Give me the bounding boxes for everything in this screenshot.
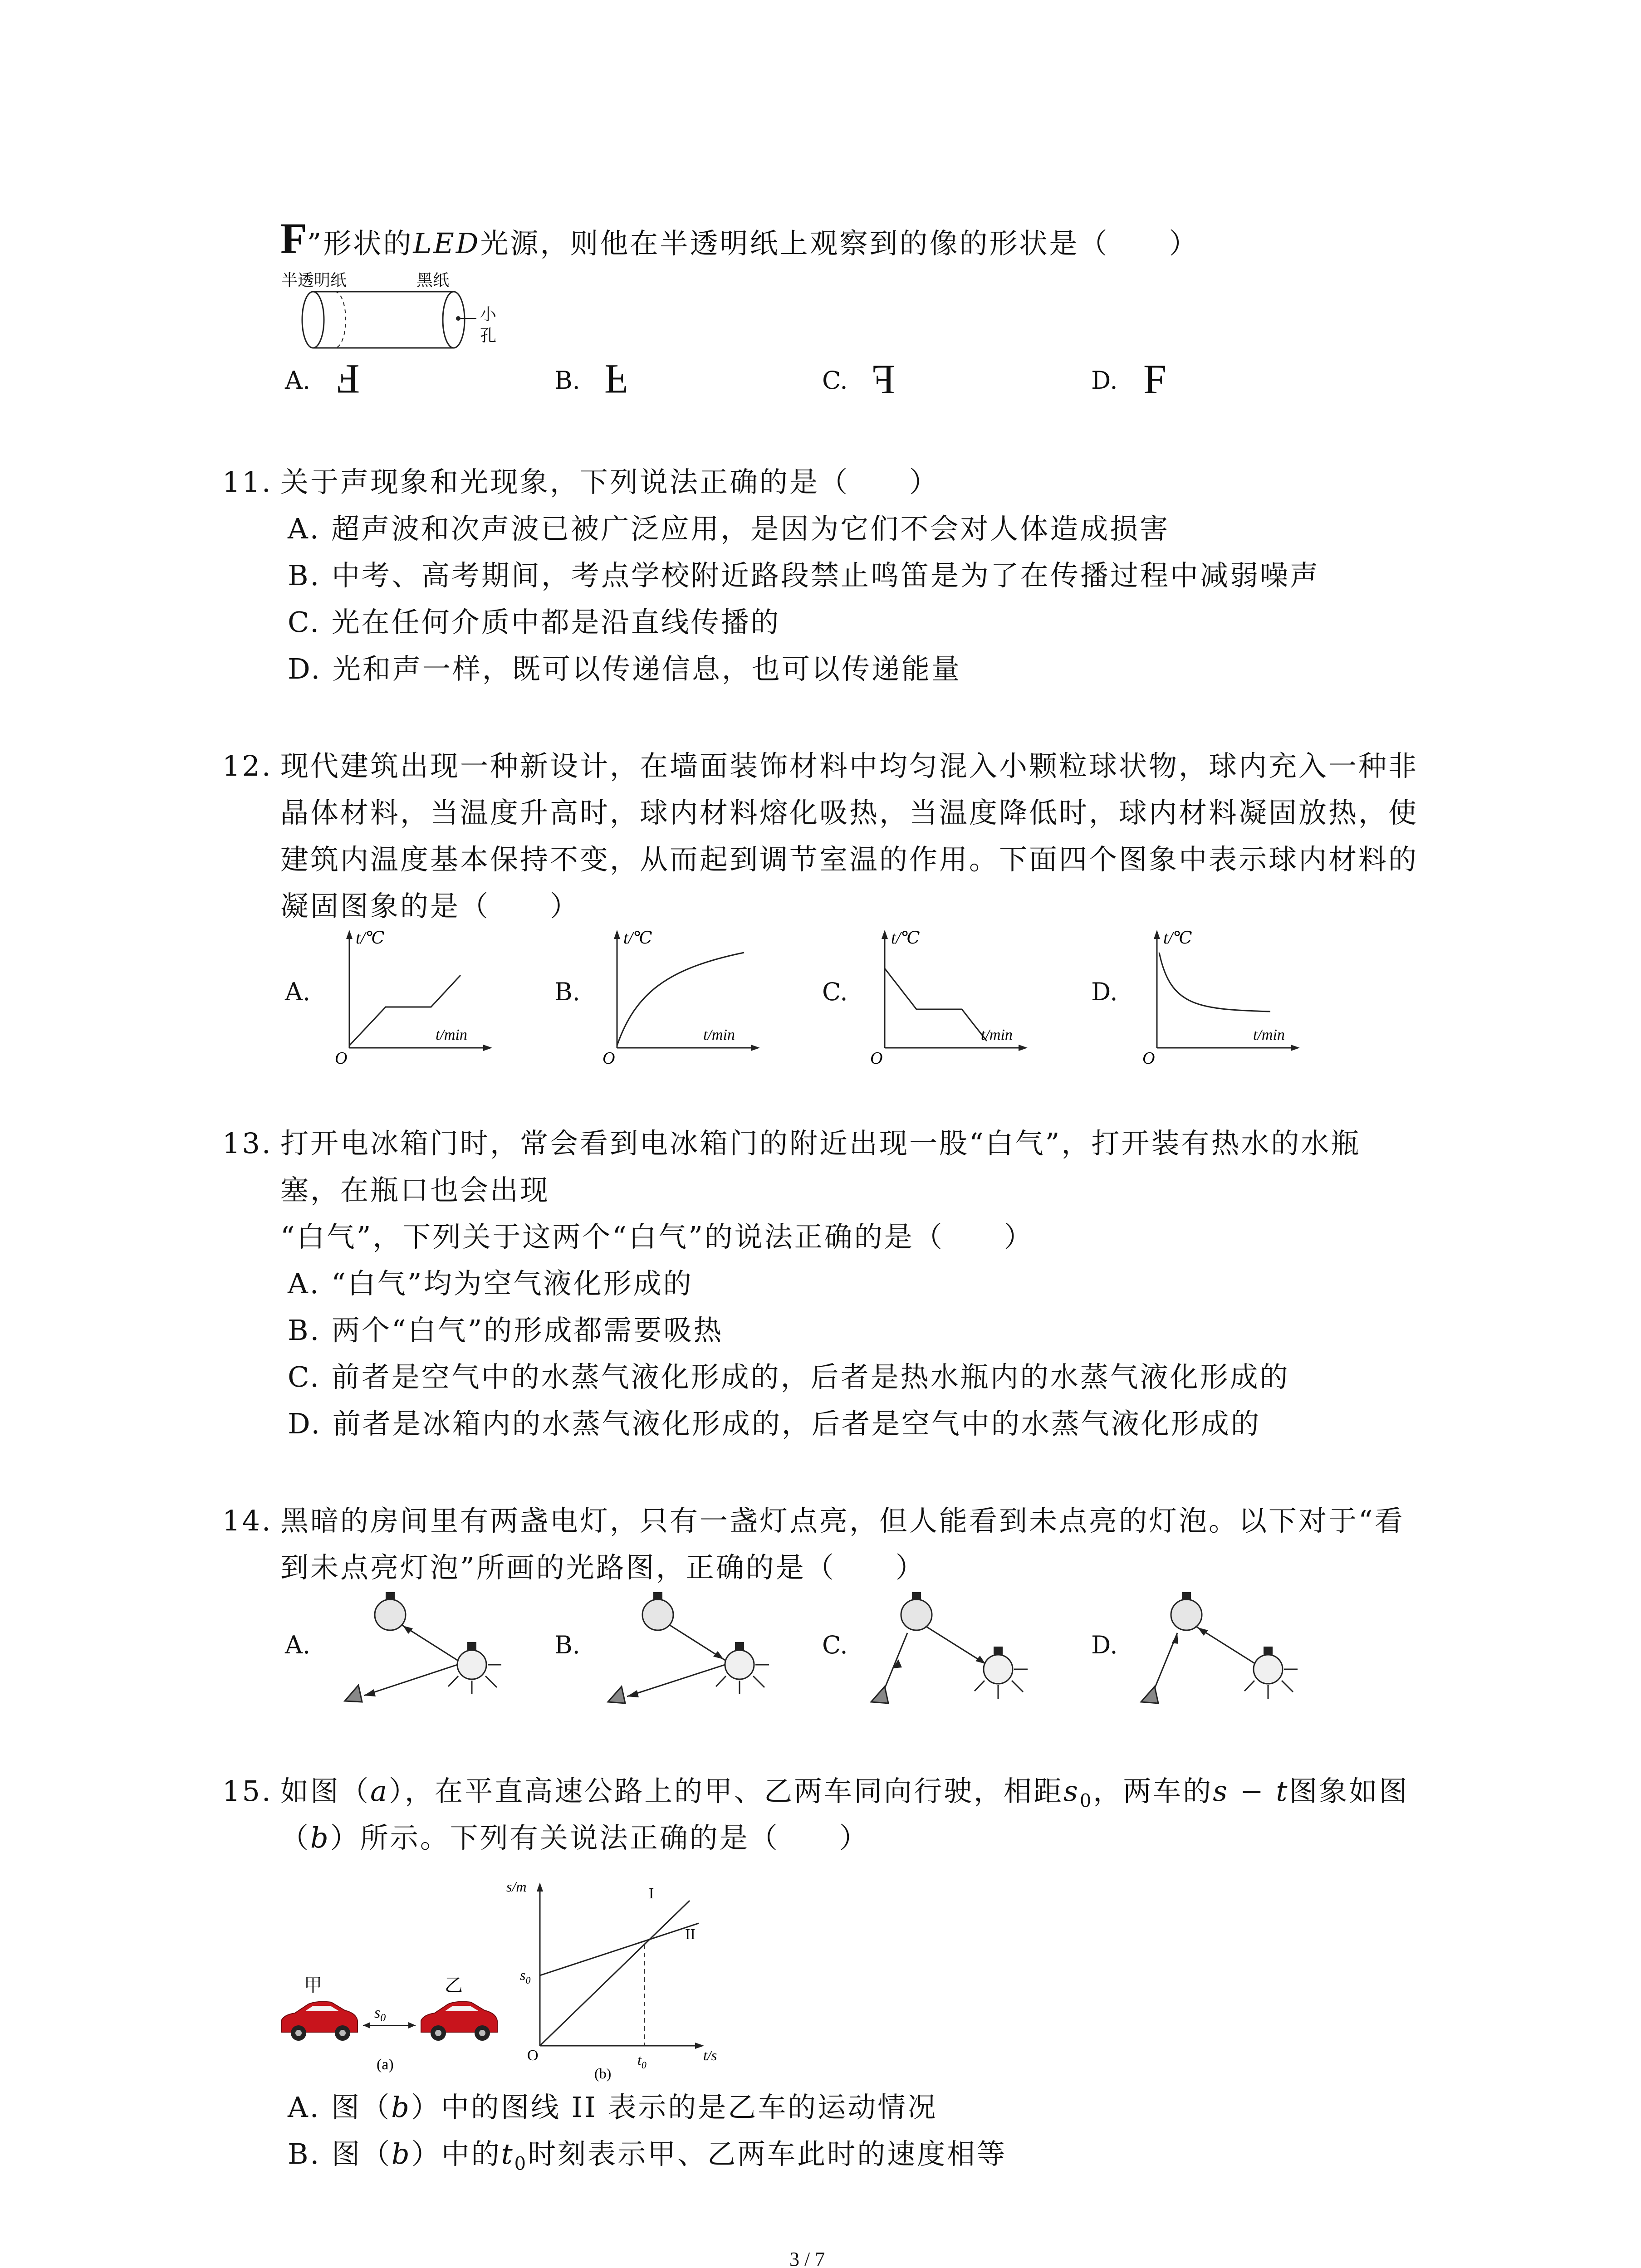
q15-stem-d: 图象如图	[1289, 1774, 1409, 1808]
page-number: 3 / 7	[789, 2248, 825, 2268]
eye-icon	[1141, 1686, 1158, 1703]
lit-bulb-icon	[716, 1642, 769, 1694]
q11-option-d: D. 光和声一样，既可以传递信息，也可以传递能量	[288, 652, 961, 685]
q10-label-hole-2: 孔	[480, 327, 497, 345]
q14-stem-line-1: 黑暗的房间里有两盏电灯，只有一盏灯点亮，但人能看到未点亮的灯泡。以下对于“看	[280, 1504, 1405, 1537]
q15-line2-b: ）所示。下列有关说法正确的是（ ）	[330, 1821, 869, 1854]
figure-a-caption: (a)	[377, 2056, 394, 2073]
unlit-bulb-icon	[1171, 1592, 1202, 1630]
eye-icon	[345, 1685, 362, 1702]
q15-figure-a	[277, 1964, 513, 2082]
figure-b-caption: (b)	[594, 2065, 612, 2082]
q13-stem-line-1: 打开电冰箱门时，常会看到电冰箱门的附近出现一股“白气”，打开装有热水的水瓶	[280, 1127, 1361, 1160]
q10-label-translucent: 半透明纸	[281, 271, 347, 290]
q12-stem-line-3: 建筑内温度基本保持不变，从而起到调节室温的作用。下面四个图象中表示球内材料的	[280, 843, 1419, 876]
q10-option-d-letter: D.	[1091, 366, 1118, 395]
q12-number: 12.	[222, 749, 273, 782]
q15-opt-a-ital: b	[391, 2091, 411, 2124]
q12-stem-line-2: 晶体材料，当温度升高时，球内材料熔化吸热，当温度降低时，球内材料凝固放热，使	[280, 796, 1419, 829]
q12-graph-a-y-label: t/℃	[356, 929, 385, 948]
q10-option-b-glyph: F	[604, 356, 628, 402]
q15-figure-b	[499, 1873, 735, 2082]
q12-graph-c-origin: O	[870, 1049, 883, 1066]
q11-option-b: B. 中考、高考期间，考点学校附近路段禁止鸣笛是为了在传播过程中减弱噪声	[288, 559, 1320, 592]
q12-graph-a-x-label: t/min	[436, 1026, 467, 1043]
origin-label: O	[527, 2047, 539, 2064]
q14-stem-line-2: 到未点亮灯泡”所画的光路图，正确的是（ ）	[280, 1551, 926, 1584]
q11-option-a: A. 超声波和次声波已被广泛应用，是因为它们不会对人体造成损害	[288, 512, 1170, 545]
q10-big-f: F	[280, 214, 307, 263]
q10-label-hole-1: 小	[480, 305, 497, 324]
q12-graph-c-y-label: t/℃	[891, 929, 920, 948]
t0-mark: $t_0$	[637, 2052, 647, 2071]
q12-graph-a-letter: A.	[285, 978, 311, 1006]
q15-stem-a: 如图（	[280, 1774, 371, 1808]
q12-graph-b-origin: O	[603, 1049, 615, 1066]
car-yi-label: 乙	[445, 1975, 463, 1995]
x-axis-label: t/s	[703, 2047, 717, 2063]
q10-cylinder-figure	[299, 286, 490, 363]
q12-stem-line-4: 凝固图象的是（ ）	[280, 890, 580, 923]
q13-option-a: A. “白气”均为空气液化形成的	[288, 1267, 693, 1300]
q12-graph-d-origin: O	[1142, 1049, 1155, 1066]
q15-st: s − t	[1213, 1774, 1289, 1808]
unlit-bulb-icon	[642, 1592, 673, 1630]
q15-opt-a-post: ）中的图线 II 表示的是乙车的运动情况	[411, 2091, 938, 2124]
q12-graph-d-x-label: t/min	[1253, 1026, 1285, 1043]
q15-opt-b-pre: B. 图（	[288, 2137, 392, 2170]
car-jia-label: 甲	[304, 1975, 322, 1995]
q14-option-d-letter: D.	[1091, 1631, 1118, 1659]
q12-graph-b-y-label: t/℃	[623, 929, 652, 948]
lit-bulb-icon	[448, 1642, 501, 1694]
eye-icon	[608, 1686, 625, 1703]
q14-option-d-diagram	[1132, 1583, 1313, 1710]
q10-option-a-glyph: F	[337, 356, 360, 402]
q15-opt-b-t: t	[501, 2137, 514, 2170]
q15-option-b	[288, 2137, 1007, 2175]
q15-line2-a: （	[280, 1821, 311, 1854]
q12-graph-b-letter: B.	[554, 978, 580, 1006]
q10-option-c-glyph: F	[872, 356, 896, 402]
q14-option-b-diagram	[594, 1583, 776, 1710]
q14-number: 14.	[222, 1504, 273, 1537]
q14-option-c-diagram	[862, 1583, 1043, 1710]
q15-option-a	[288, 2091, 938, 2124]
q15-stem-b: ），在平直高速公路上的甲、乙两车同向行驶，相距	[388, 1774, 1063, 1808]
q13-option-c: C. 前者是空气中的水蒸气液化形成的，后者是热水瓶内的水蒸气液化形成的	[288, 1360, 1290, 1393]
q14-option-a-diagram	[327, 1583, 508, 1710]
line-II-label: II	[685, 1926, 696, 1943]
q12-graph-b	[594, 925, 767, 1066]
q15-a-ital: a	[370, 1774, 389, 1808]
q14-option-a-letter: A.	[285, 1631, 311, 1659]
q12-graph-c-letter: C.	[822, 978, 848, 1006]
q12-graph-a-origin: O	[335, 1049, 348, 1066]
s0-mark: $s_0$	[520, 1967, 531, 1986]
car-yi-icon	[421, 2002, 497, 2041]
car-jia-icon	[281, 2002, 358, 2041]
line-II	[540, 1923, 699, 1975]
q13-stem-line-2: 塞，在瓶口也会出现	[280, 1173, 550, 1207]
q13-option-b: B. 两个“白气”的形成都需要吸热	[288, 1314, 724, 1347]
unlit-bulb-icon	[375, 1592, 406, 1630]
q15-stem-c: ，两车的	[1093, 1774, 1213, 1808]
q12-graph-d-letter: D.	[1091, 978, 1118, 1006]
q15-opt-a-pre: A. 图（	[288, 2091, 392, 2124]
q10-led: LED	[413, 227, 480, 260]
q15-opt-b-sub: 0	[514, 2153, 528, 2175]
q11-number: 11.	[222, 465, 273, 499]
q15-stem-line-2	[280, 1821, 869, 1854]
eye-icon	[871, 1686, 888, 1703]
q15-b-ital: b	[310, 1821, 330, 1854]
q13-option-d: D. 前者是冰箱内的水蒸气液化形成的，后者是空气中的水蒸气液化形成的	[288, 1407, 1261, 1440]
lit-bulb-icon	[1244, 1647, 1298, 1699]
q12-graph-c	[862, 925, 1034, 1066]
q15-s0-sub: 0	[1079, 1790, 1093, 1812]
q15-number: 15.	[222, 1774, 273, 1808]
line-I-label: I	[649, 1885, 654, 1902]
q11-stem: 关于声现象和光现象，下列说法正确的是（ ）	[280, 465, 940, 499]
lit-bulb-icon	[975, 1647, 1028, 1699]
q12-graph-b-x-label: t/min	[703, 1026, 735, 1043]
q12-graph-d-y-label: t/℃	[1163, 929, 1192, 948]
q10-option-c-letter: C.	[822, 366, 848, 395]
q15-opt-b-ital: b	[391, 2137, 411, 2170]
q10-option-b-letter: B.	[554, 366, 580, 395]
q11-option-c: C. 光在任何介质中都是沿直线传播的	[288, 606, 781, 639]
line-I	[540, 1901, 690, 2046]
gap-s0-label: $s_0$	[374, 2004, 386, 2024]
y-axis-label: s/m	[506, 1878, 527, 1895]
q15-s0: s	[1063, 1774, 1080, 1808]
q10-option-d-glyph: F	[1143, 356, 1167, 402]
unlit-bulb-icon	[901, 1592, 932, 1630]
q12-graph-a	[327, 925, 499, 1066]
q10-stem	[280, 214, 1199, 263]
q10-option-a-letter: A.	[285, 366, 311, 395]
q12-graph-d	[1134, 925, 1307, 1066]
q15-stem-line-1	[280, 1774, 1409, 1812]
q10-label-black: 黑纸	[416, 271, 450, 290]
q12-graph-c-x-label: t/min	[981, 1026, 1013, 1043]
q13-stem-line-3: “白气”，下列关于这两个“白气”的说法正确的是（ ）	[280, 1220, 1034, 1253]
q12-stem-line-1: 现代建筑出现一种新设计，在墙面装饰材料中均匀混入小颗粒球状物，球内充入一种非	[280, 749, 1419, 782]
q13-number: 13.	[222, 1127, 273, 1160]
q10-intro-tail: 光源，则他在半透明纸上观察到的像的形状是（ ）	[480, 227, 1199, 260]
q15-opt-b-mid: ）中的	[411, 2137, 501, 2170]
q14-option-b-letter: B.	[554, 1631, 580, 1659]
q14-option-c-letter: C.	[822, 1631, 848, 1659]
q15-opt-b-post: 时刻表示甲、乙两车此时的速度相等	[528, 2137, 1007, 2170]
q10-intro-rest: ”形状的	[307, 227, 413, 260]
